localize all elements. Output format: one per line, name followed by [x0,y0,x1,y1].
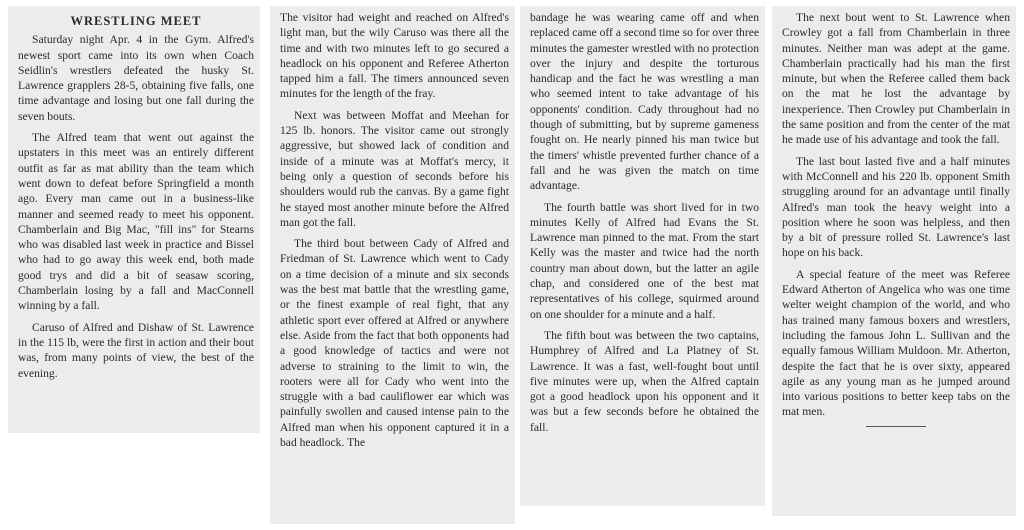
article-headline: WRESTLING MEET [70,14,202,28]
paragraph: A special feature of the meet was Referee Edward Atherton of Angelica who was one time welter weight champion of the world, and who has trained many famous boxers and wrestlers, including the famous John L. Sullivan and the equally famous William Muldoon. Mr. Atherton, despite the fact that he is over sixty, appeared agile as any young man as he jumped around into various positions to better keep tabs on the mat men. [782,267,1010,419]
article-column-2 [270,6,515,524]
paragraph: The fifth bout was between the two captains, Humphrey of Alfred and La Platney of St. Lawrence. It was a fast, well-fought bout until five minutes were up, when the Alfred captain got a good headlock upon his opponent and it was but a few seconds before he obtained the fall. [530,328,759,434]
paragraph: The Alfred team that went out against the upstaters in this meet was an entirely different outfit as far as mat ability than the team which went down to defeat before Springfield a month ago. Every man came out in a business-like manner and seemed ready to meet his opponent. Chamberlain and Big Mac, "fill ins" for Stearns who was disabled last week in practice and Bissel who had to go away this week end, both made good trys and did a bit of seasaw scoring, Chamberlain losing by a fall and MacConnell winning by a fall. [18,131,254,313]
paragraph: Saturday night Apr. 4 in the Gym. Alfred's newest sport came into its own when Coach Seidlin's wrestlers defeated the husky St. Lawrence grapplers 28-5, obtaining five falls, one time advantage and losing but one fall during the seven bouts. [18,33,254,123]
paragraph: The last bout lasted five and a half minutes with McConnell and his 220 lb. opponent Smith struggling around for an advantage until finally Alfred's man took the heavy weight into a position where he soon was helpless, and then by a bit of pressure rolled St. Lawrence's last hope on his back. [782,154,1010,260]
paragraph: The visitor had weight and reached on Alfred's light man, but the wily Caruso was there all the time and with two minutes left to go secured a headlock on his opponent and Referee Atherton tapped him a fall. The timers announced seven minutes for the length of the fray. [280,11,509,101]
article-column-3 [520,6,765,506]
paragraph: Caruso of Alfred and Dishaw of St. Lawrence in the 115 lb, were the first in action and their bout was, from many points of view, the best of the evening. [18,320,254,380]
paragraph: bandage he was wearing came off and when replaced came off a second time so for over three minutes the gamester wrestled with no protection over the injury and despite the torturous handicap and the fact he was wrestling a man who seemed intent to take advantage of his opponents' condition. Cady throughout had no though of submitting, but by supreme gameness fought on. He nearly pinned his man twice but the timers' whistle prevented further chance of a fall and he was given the match on time advantage. [530,11,759,193]
paragraph: The next bout went to St. Lawrence when Crowley got a fall from Chamberlain in three minutes. Neither man was adept at the game. Chamberlain practically had his man the first minute, but when the Referee called them back on the mat he lost the advantage by inexperience. Then Crowley put Chamberlain in the same position and from the center of the mat he made use of his advantage and took the fall. [782,11,1010,147]
article-column-4 [772,6,1016,516]
article-column-1 [8,6,260,433]
paragraph: The fourth battle was short lived for in two minutes Kelly of Alfred had Evans the St. Lawrence man pinned to the mat. From the start Kelly was the master and twice had the north country man about down, but the latter an agile chap, and considered one of the best mat representatives of his college, squirmed around on one shoulder for a minute and a half. [530,200,759,321]
paragraph: The third bout between Cady of Alfred and Friedman of St. Lawrence which went to Cady on a time decision of a minute and six seconds was the best mat battle that the wrestling game, or the finest example of real fight, that any athletic sport ever offered at Alfred or anywhere else. Aside from the fact that both opponents had a good knowledge of tactics and were not adverse to straining to the limit to win, the rooters were all for Cady who went into the struggle with a bad cauliflower ear which was painfully swollen and caused intense pain to the Alfred man when his opponent captured it in a bad headlock. The [280,237,509,450]
end-rule [866,426,926,427]
paragraph: Next was between Moffat and Meehan for 125 lb. honors. The visitor came out strongly aggressive, but showed lack of condition and inside of a minute was at Moffat's mercy, it being only a question of seconds before his shoulders would rub the canvas. By a game fight he stayed most another minute before the Alfred man got the fall. [280,108,509,229]
